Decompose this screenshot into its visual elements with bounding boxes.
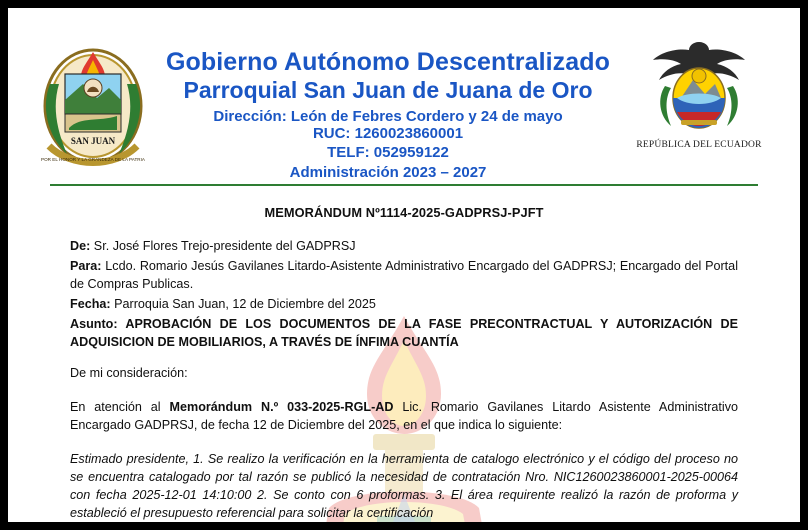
field-para-value: Lcdo. Romario Jesús Gavilanes Litardo-Asistente Administrativo Encargado del GADPRSJ; Encargado del Portal de Compras Publicas. xyxy=(70,259,738,291)
field-para-label: Para: xyxy=(70,259,102,274)
field-para xyxy=(70,258,738,294)
reference-paragraph-post: Lic. Romario Gavilanes Litardo Asistente Administrativo Encargado GADPRSJ, de fecha 12 de Diciembre del 2025, en el que indica lo siguiente: xyxy=(70,400,739,433)
parish-crest-container xyxy=(34,26,152,172)
quoted-text: Estimado presidente, 1. Se realizo la verificación en la herramienta de catalogo electrónico y el código del proceso no se encuentra catalogado por tal razón se publicó la necesidad de contratación Nro. NIC1260023860001-2025-00064 con fecha 2025-12-01 14:10:00 2. Se conto con 6 proformas. 3. El área requirente realizó la razón de proforma y estableció el presupuesto referencial para solicitar la certificación xyxy=(70,452,738,520)
memo-title: MEMORÁNDUM Nº1114-2025-GADPRSJ-PJFT xyxy=(264,205,544,220)
san-juan-parish-crest-icon xyxy=(37,44,149,172)
institution-phone: TELF: 052959122 xyxy=(327,144,449,162)
field-fecha xyxy=(70,296,738,314)
field-fecha-label: Fecha: xyxy=(70,296,111,311)
field-asunto-label: Asunto: xyxy=(70,316,118,331)
field-de-label: De: xyxy=(70,239,91,254)
field-de xyxy=(70,238,738,256)
institution-address: Dirección: León de Febres Cordero y 24 de mayo xyxy=(213,108,563,126)
national-crest-container xyxy=(624,26,774,150)
reference-memo-number: Memorándum N.º 033-2025-RGL-AD xyxy=(169,400,394,415)
svg-text:POR EL HONOR Y LA GRANDEZA DE: POR EL HONOR Y LA GRANDEZA DE LA PATRIA xyxy=(41,157,145,162)
institution-administration: Administración 2023 – 2027 xyxy=(289,163,487,181)
document-body xyxy=(8,204,800,522)
reference-paragraph-pre: En atención al xyxy=(70,400,170,415)
institution-title-line1: Gobierno Autónomo Descentralizado xyxy=(165,48,611,76)
institution-title-line2: Parroquial San Juan de Juana de Oro xyxy=(183,76,593,103)
field-de-value: Sr. José Flores Trejo-presidente del GADPRSJ xyxy=(93,239,356,254)
svg-text:SAN JUAN: SAN JUAN xyxy=(70,136,116,146)
field-asunto-value: APROBACIÓN DE LOS DOCUMENTOS DE LA FASE PRECONTRACTUAL Y AUTORIZACIÓN DE ADQUISICION DE MOBILIARIOS, A TRAVÉS DE ÍNFIMA CUANTÍA xyxy=(70,316,738,349)
field-asunto xyxy=(70,316,738,352)
institution-ruc: RUC: 1260023860001 xyxy=(312,125,464,143)
document-page xyxy=(8,8,800,522)
field-fecha-value: Parroquia San Juan, 12 de Diciembre del 2025 xyxy=(114,296,376,311)
header-text-block xyxy=(152,26,624,182)
reference-paragraph xyxy=(70,399,738,435)
header-divider xyxy=(50,184,758,186)
national-crest-caption: REPÚBLICA DEL ECUADOR xyxy=(636,140,762,150)
document-header xyxy=(8,8,800,181)
salutation: De mi consideración: xyxy=(70,366,188,381)
ecuador-coat-of-arms-icon xyxy=(647,36,751,136)
